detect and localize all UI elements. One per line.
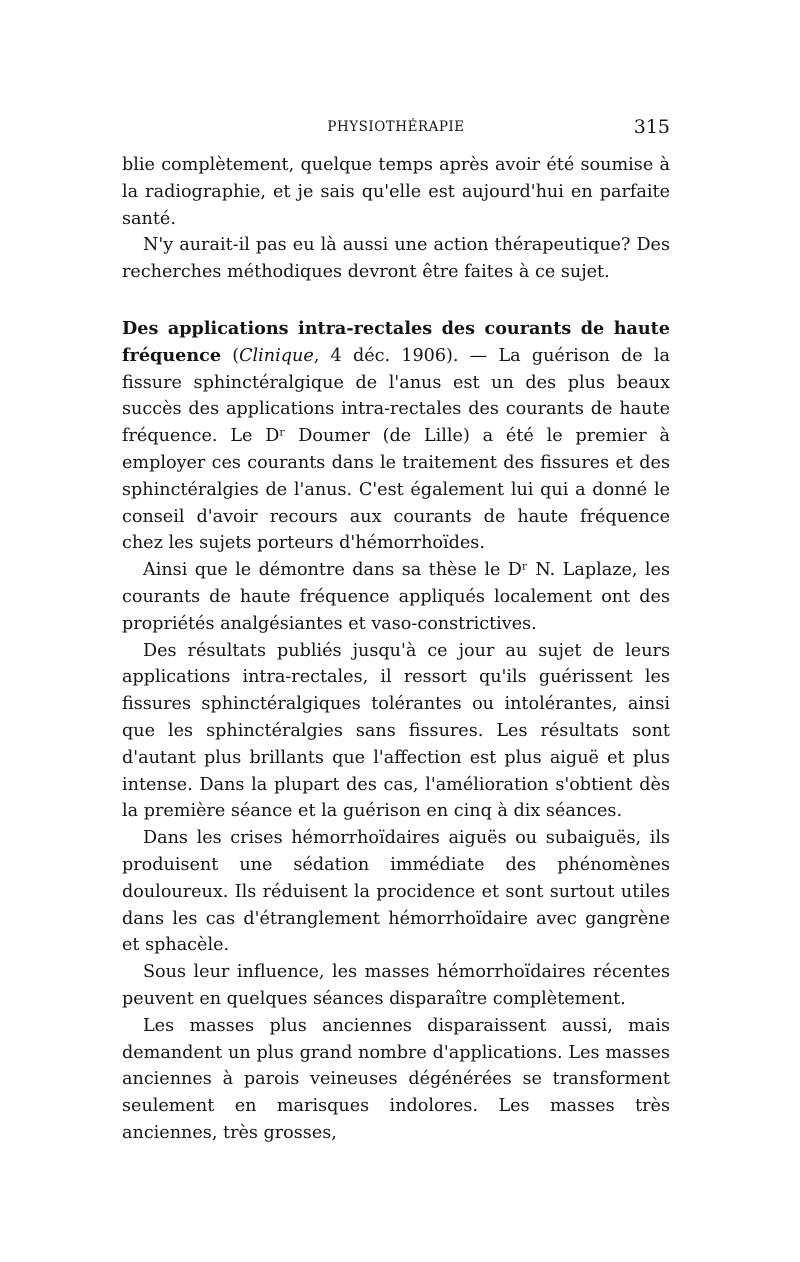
paragraph: Dans les crises hémorrhoïdaires aiguës ou subaiguës, ils produisent une sédation immédiate des phénomènes douloureux. Ils réduisent la procidence et sont surtout utiles dans les cas d'étranglement hémorrhoïdaire avec gangrène et sphacèle.	[122, 828, 670, 956]
article-title: Des applications intra-rectales des courants de haute fréquence	[122, 317, 670, 366]
page-number: 315	[633, 116, 670, 138]
source-journal: Clinique	[239, 345, 314, 366]
source-open: (	[221, 345, 240, 366]
paragraph: Ainsi que le démontre dans sa thèse le Dʳ N. Laplaze, les courants de haute fréquence appliqués localement ont des propriétés analgésiantes et vaso-constrictives.	[122, 560, 670, 634]
page-body	[122, 152, 670, 1147]
article-lead-text: La guérison de la fissure sphinctéralgique de l'anus est un des plus beaux succès des applications intra-rectales des courants de haute fréquence. Le Dʳ Doumer (de Lille) a été le premier à employer ces courants dans le traitement des fissures et des sphinctéralgies de l'anus. C'est également lui qui a donné le conseil d'avoir recours aux courants de haute fréquence chez les sujets porteurs d'hémorrhoïdes.	[122, 345, 670, 554]
paragraph: Des résultats publiés jusqu'à ce jour au sujet de leurs applications intra-rectales, il ressort qu'ils guérissent les fissures sphinctéralgiques tolérantes ou intolérantes, ainsi que les sphinctéralgies sans fissures. Les résultats sont d'autant plus brillants que l'affection est plus aiguë et plus intense. Dans la plupart des cas, l'amélioration s'obtient dès la première séance et la guérison en cinq à dix séances.	[122, 640, 670, 822]
running-title: PHYSIOTHÉRAPIE	[327, 119, 465, 135]
paragraph-continued: blie complètement, quelque temps après avoir été soumise à la radiographie, et je sais qu'elle est aujourd'hui en parfaite santé.	[122, 155, 670, 229]
running-head	[122, 116, 670, 138]
paragraph: Les masses plus anciennes disparaissent aussi, mais demandent un plus grand nombre d'applications. Les masses anciennes à parois veineuses dégénérées se transforment seulement en marisques indolores. Les masses très anciennes, très grosses,	[122, 1015, 670, 1143]
paragraph: Sous leur influence, les masses hémorrhoïdaires récentes peuvent en quelques séances disparaître complètement.	[122, 962, 670, 1009]
article-lead-paragraph	[122, 316, 670, 557]
source-date: , 4 déc. 1906). —	[313, 345, 499, 366]
paragraph: N'y aurait-il pas eu là aussi une action thérapeutique? Des recherches méthodiques devront être faites à ce sujet.	[122, 235, 670, 283]
